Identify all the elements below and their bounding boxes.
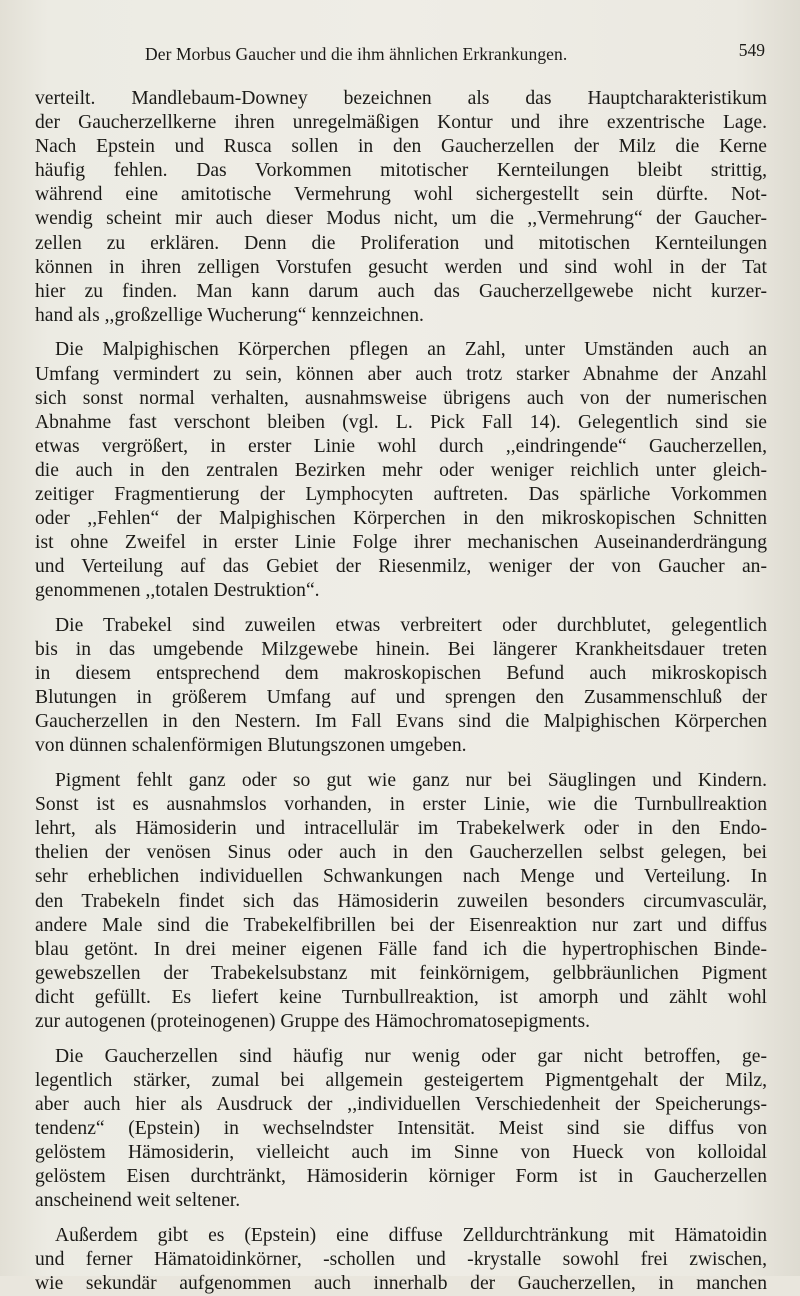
- paragraph: [35, 338, 767, 603]
- text-line: ist ohne Zweifel in erster Linie Folge ihrer mechanischen Auseinanderdrängung: [35, 532, 767, 554]
- text-line: Nach Epstein und Rusca sollen in den Gaucherzellen der Milz die Kerne: [35, 136, 767, 158]
- text-line: der Gaucherzellkerne ihren unregelmäßigen Kontur und ihre exzentrische Lage.: [35, 112, 767, 134]
- text-line: und ferner Hämatoidinkörner, -schollen und -krystalle sowohl frei zwischen,: [35, 1248, 767, 1270]
- page-number: 549: [738, 40, 765, 60]
- text-line: blau getönt. In drei meiner eigenen Fälle fand ich die hypertrophischen Binde-: [35, 938, 767, 960]
- text-line: zeitiger Fragmentierung der Lymphocyten auftreten. Das spärliche Vorkommen: [35, 484, 767, 505]
- text-line: von dünnen schalenförmigen Blutungszonen umgeben.: [35, 735, 467, 757]
- text-line: den Trabekeln findet sich das Hämosiderin zuweilen besonders circumvasculär,: [35, 890, 767, 912]
- text-line: gelöstem Eisen durchtränkt, Hämosiderin körniger Form ist in Gaucherzellen: [35, 1166, 767, 1188]
- paragraph: [35, 1224, 767, 1296]
- text-line: gewebszellen der Trabekelsubstanz mit feinkörnigem, gelbbräunlichen Pigment: [35, 962, 767, 984]
- text-line: hier zu finden. Man kann darum auch das Gaucherzellgewebe nicht kurzer-: [35, 280, 767, 302]
- text-line: Die Trabekel sind zuweilen etwas verbreitert oder durchblutet, gelegentlich: [55, 614, 767, 636]
- paragraph: [35, 87, 767, 328]
- text-line: Pigment fehlt ganz oder so gut wie ganz nur bei Säuglingen und Kindern.: [55, 770, 767, 792]
- text-line: aber auch hier als Ausdruck der ,,individuellen Verschiedenheit der Speicherungs-: [35, 1093, 767, 1115]
- text-line: tendenz“ (Epstein) in wechselndster Intensität. Meist sind sie diffus von: [35, 1117, 767, 1139]
- text-line: oder ,,Fehlen“ der Malpighischen Körperchen in den mikroskopischen Schnitten: [35, 508, 767, 530]
- running-title: Der Morbus Gaucher und die ihm ähnlichen Erkrankungen.: [145, 44, 568, 64]
- paragraph: [35, 769, 767, 1034]
- text-line: die auch in den zentralen Bezirken mehr oder weniger reichlich unter gleich-: [35, 459, 767, 481]
- text-line: zur autogenen (proteinogenen) Gruppe des Hämochromatosepigments.: [35, 1010, 590, 1032]
- text-line: und Verteilung auf das Gebiet der Riesenmilz, weniger der von Gaucher an-: [35, 556, 767, 578]
- text-line: zellen zu erklären. Denn die Proliferation und mitotischen Kernteilungen: [35, 232, 767, 254]
- text-line: sich sonst normal verhalten, ausnahmsweise übrigens auch von der numerischen: [35, 387, 767, 409]
- text-line: anscheinend weit seltener.: [35, 1190, 241, 1212]
- paragraph: [35, 614, 767, 759]
- text-line: andere Male sind die Trabekelfibrillen bei der Eisenreaktion nur zart und diffus: [35, 914, 767, 936]
- text-line: Abnahme fast verschont bleiben (vgl. L. Pick Fall 14). Gelegentlich sind sie: [35, 411, 767, 433]
- text-line: Außerdem gibt es (Epstein) eine diffuse Zelldurchtränkung mit Hämatoidin: [55, 1224, 767, 1246]
- text-line: Gaucherzellen in den Nestern. Im Fall Evans sind die Malpighischen Körperchen: [35, 711, 767, 733]
- text-line: legentlich stärker, zumal bei allgemein gesteigertem Pigmentgehalt der Milz,: [35, 1069, 767, 1091]
- text-line: verteilt. Mandlebaum-Downey bezeichnen als das Hauptcharakteristikum: [35, 88, 767, 109]
- text-line: genommenen ,,totalen Destruktion“.: [35, 580, 320, 602]
- paragraph: [35, 1045, 767, 1214]
- text-line: etwas vergrößert, in erster Linie wohl durch ,,eindringende“ Gaucherzellen,: [35, 435, 767, 457]
- text-line: dicht gefüllt. Es liefert keine Turnbullreaktion, ist amorph und zählt wohl: [35, 986, 767, 1008]
- text-line: häufig fehlen. Das Vorkommen mitotischer Kernteilungen bleibt strittig,: [35, 160, 767, 182]
- text-line: wie sekundär aufgenommen auch innerhalb der Gaucherzellen, in manchen: [35, 1272, 767, 1294]
- text-line: bis in das umgebende Milzgewebe hinein. Bei längerer Krankheitsdauer treten: [35, 639, 767, 661]
- body-text: [35, 87, 767, 1296]
- text-line: Die Gaucherzellen sind häufig nur wenig oder gar nicht betroffen, ge-: [55, 1045, 767, 1067]
- text-line: während eine amitotische Vermehrung wohl sichergestellt sein dürfte. Not-: [35, 184, 767, 206]
- text-line: wendig scheint mir auch dieser Modus nicht, um die ,,Vermehrung“ der Gaucher-: [35, 208, 767, 230]
- text-line: Die Malpighischen Körperchen pflegen an Zahl, unter Umständen auch an: [55, 339, 767, 361]
- text-line: lehrt, als Hämosiderin und intracellulär im Trabekelwerk oder in den Endo-: [35, 818, 767, 840]
- text-line: hand als ,,großzellige Wucherung“ kennzeichnen.: [35, 304, 424, 326]
- text-line: thelien der venösen Sinus oder auch in den Gaucherzellen selbst gelegen, bei: [35, 842, 767, 864]
- text-line: können in ihren zelligen Vorstufen gesucht werden und sind wohl in der Tat: [35, 256, 767, 278]
- text-line: in diesem entsprechend dem makroskopischen Befund auch mikroskopisch: [35, 663, 767, 685]
- text-line: gelöstem Hämosiderin, vielleicht auch im Sinne von Hueck von kolloidal: [35, 1141, 767, 1163]
- text-line: Umfang vermindert zu sein, können aber auch trotz starker Abnahme der Anzahl: [35, 363, 767, 385]
- text-line: Sonst ist es ausnahmslos vorhanden, in erster Linie, wie die Turnbullreaktion: [35, 794, 767, 816]
- text-line: sehr erheblichen individuellen Schwankungen nach Menge und Verteilung. In: [35, 866, 767, 888]
- running-head: [0, 40, 800, 64]
- text-line: Blutungen in größerem Umfang auf und sprengen den Zusammenschluß der: [35, 687, 767, 709]
